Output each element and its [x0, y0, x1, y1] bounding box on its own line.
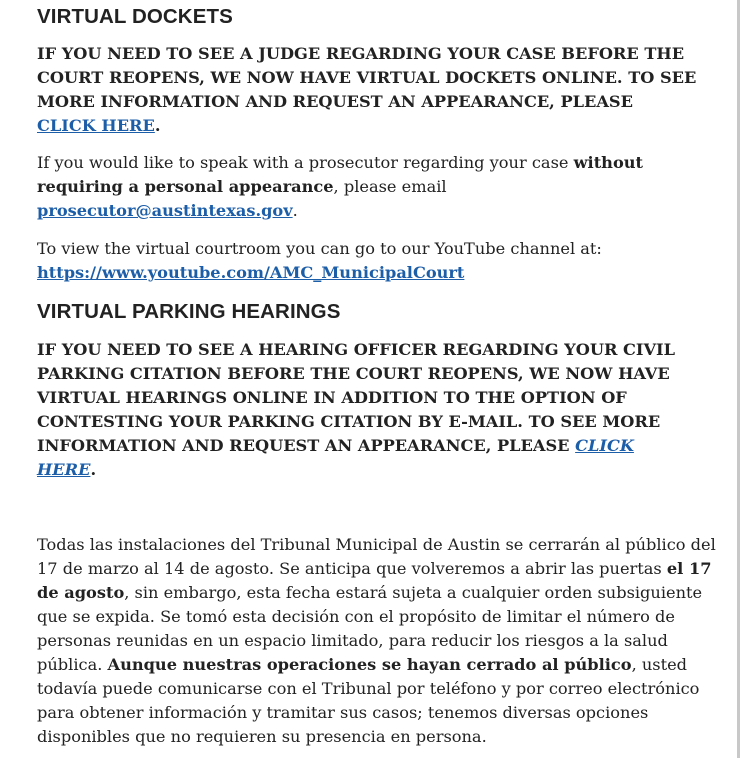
spanish-bold-date: el 17 de agosto	[37, 559, 712, 602]
virtual-parking-notice	[37, 338, 677, 482]
spanish-notice-paragraph	[37, 533, 727, 749]
youtube-text: To view the virtual courtroom you can go to our YouTube channel at:	[37, 239, 602, 258]
youtube-channel-link[interactable]: https://www.youtube.com/AMC_MunicipalCourt	[37, 263, 465, 282]
spanish-text-2: , sin embargo, esta fecha estará sujeta a cualquier orden subsiguiente que se expida. Se tomó esta decisión con el propósito de limitar el número de personas reunidas en un espacio limitado, para reducir los riesgos a la salud pública.	[37, 583, 703, 674]
virtual-dockets-click-here-link[interactable]: CLICK HERE	[37, 116, 155, 135]
virtual-parking-notice-end: .	[90, 460, 97, 479]
prosecutor-email-link[interactable]: prosecutor@austintexas.gov	[37, 201, 293, 220]
prosecutor-text-2: , please email	[333, 177, 447, 196]
prosecutor-text-1: If you would like to speak with a prosecutor regarding your case	[37, 153, 574, 172]
virtual-dockets-notice-end: .	[154, 116, 161, 135]
youtube-paragraph	[37, 237, 637, 285]
virtual-dockets-notice	[37, 42, 697, 138]
prosecutor-paragraph	[37, 151, 677, 223]
prosecutor-bold-text: without requiring a personal appearance	[37, 153, 643, 196]
spanish-text-3: , usted todavía puede comunicarse con el Tribunal por teléfono y por correo electrónico para obtener información y tramitar sus casos; tenemos diversas opciones disponibles que no requieren su presencia en persona.	[37, 655, 700, 746]
spanish-text-1: Todas las instalaciones del Tribunal Municipal de Austin se cerrarán al público del 17 de marzo al 14 de agosto. Se anticipa que volveremos a abrir las puertas	[37, 535, 716, 578]
spanish-bold-operations: Aunque nuestras operaciones se hayan cerrado al público	[107, 655, 632, 674]
virtual-parking-heading: VIRTUAL PARKING HEARINGS	[37, 300, 341, 323]
virtual-parking-notice-text: IF YOU NEED TO SEE A HEARING OFFICER REGARDING YOUR CIVIL PARKING CITATION BEFORE THE COURT REOPENS, WE NOW HAVE VIRTUAL HEARINGS ONLINE IN ADDITION TO THE OPTION OF CONTESTING YOUR PARKING CITATION BY E-MAIL. TO SEE MORE INFORMATION AND REQUEST AN APPEARANCE, PLEASE	[37, 340, 675, 455]
virtual-parking-click-here-link[interactable]: CLICK HERE	[37, 436, 634, 479]
virtual-dockets-heading: VIRTUAL DOCKETS	[37, 5, 233, 28]
virtual-dockets-notice-text: IF YOU NEED TO SEE A JUDGE REGARDING YOUR CASE BEFORE THE COURT REOPENS, WE NOW HAVE VIRTUAL DOCKETS ONLINE. TO SEE MORE INFORMATION AND REQUEST AN APPEARANCE, PLEASE	[37, 44, 697, 111]
prosecutor-end: .	[292, 201, 298, 220]
